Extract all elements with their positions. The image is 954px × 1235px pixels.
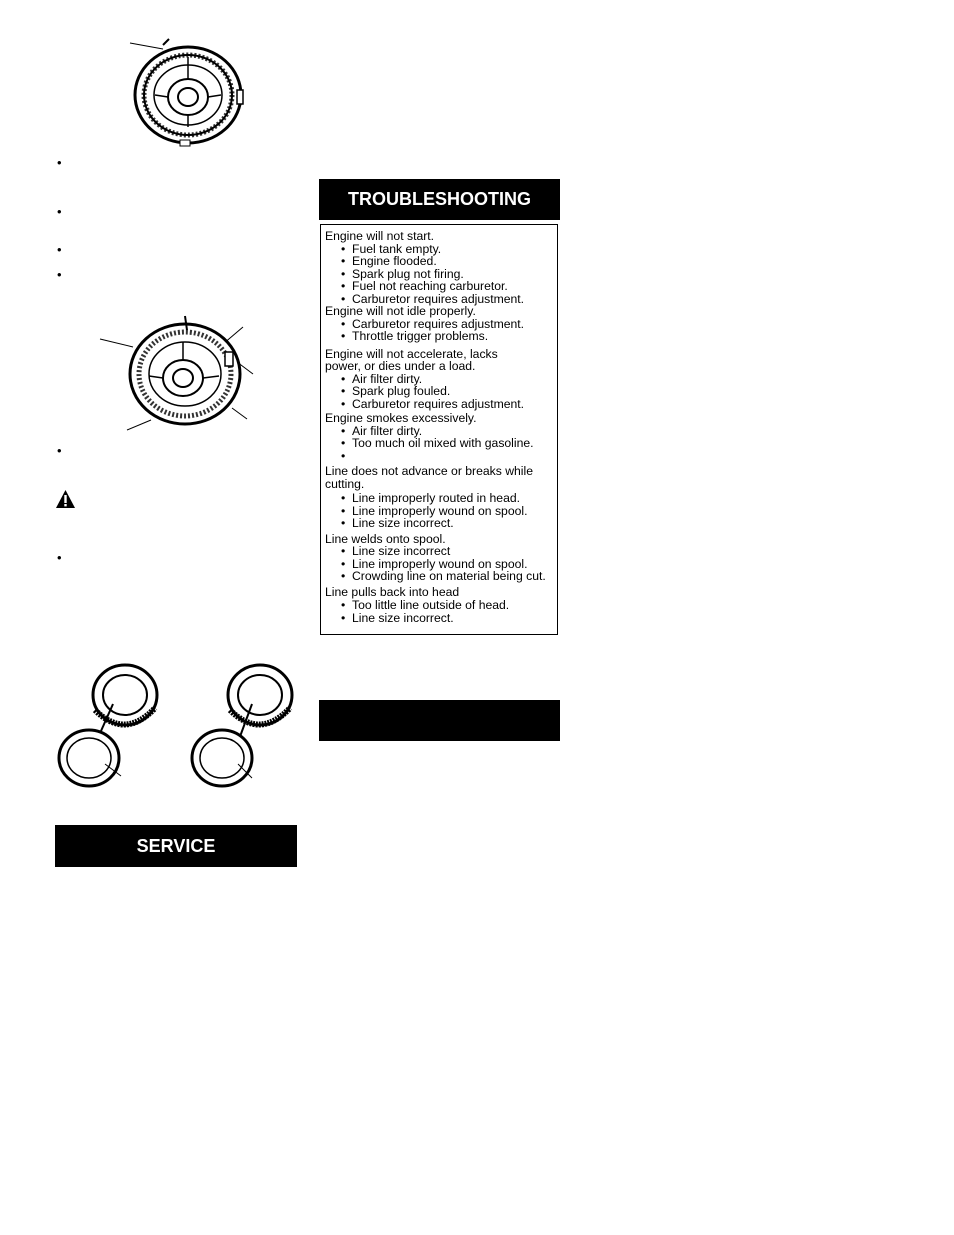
trimmer-head-figure-top <box>125 35 255 150</box>
problem-heading: Line does not advance or breaks while cutting. <box>325 464 533 491</box>
spool-figure-right <box>190 660 300 790</box>
cause-item: • Too little line outside of head. <box>341 599 554 612</box>
problem-heading: Engine will not accelerate, lacks power, or dies under a load. <box>325 346 498 373</box>
cause-item: • Fuel not reaching carburetor. <box>341 280 554 293</box>
bullet-6: • <box>57 550 62 565</box>
troubleshooting-table <box>320 224 558 635</box>
bullet-2: • <box>57 204 62 219</box>
cause-item: • Air filter dirty. <box>341 425 554 438</box>
cause-item: • Line improperly wound on spool. <box>341 558 554 571</box>
cause-item: • Throttle trigger problems. <box>341 330 554 343</box>
problem-group <box>325 465 554 530</box>
warning-triangle-icon <box>55 489 76 509</box>
bullet-5: • <box>57 443 62 458</box>
bullet-4: • <box>57 267 62 282</box>
blank-section-banner <box>319 700 560 741</box>
cause-item: • Fuel tank empty. <box>341 243 554 256</box>
troubleshooting-heading: TROUBLESHOOTING <box>319 179 560 220</box>
cause-item: • Too much oil mixed with gasoline. <box>341 437 554 450</box>
cause-item: • Engine flooded. <box>341 255 554 268</box>
problem-heading: Line welds onto spool. <box>325 531 446 546</box>
cause-item: • Line size incorrect. <box>341 517 554 530</box>
cause-item: • Line size incorrect <box>341 545 554 558</box>
cause-item: • Spark plug not firing. <box>341 268 554 281</box>
problem-group <box>325 412 554 462</box>
cause-item: • Line improperly routed in head. <box>341 492 554 505</box>
problem-heading: Engine smokes excessively. <box>325 411 477 425</box>
cause-item: • Spark plug fouled. <box>341 385 554 398</box>
problem-heading: Line pulls back into head <box>325 584 460 599</box>
cause-item: • Line improperly wound on spool. <box>341 505 554 518</box>
service-heading: SERVICE <box>55 825 297 867</box>
cause-item <box>341 450 554 463</box>
problem-group <box>325 586 554 625</box>
problem-group <box>325 230 554 305</box>
cause-item: • Carburetor requires adjustment. <box>341 318 554 331</box>
trimmer-head-figure-middle <box>95 312 260 432</box>
problem-heading: Engine will not idle properly. <box>325 304 476 318</box>
bullet-1: • <box>57 155 62 170</box>
cause-item: • Carburetor requires adjustment. <box>341 398 554 411</box>
bullet-3: • <box>57 242 62 257</box>
cause-item: • Line size incorrect. <box>341 612 554 625</box>
cause-item: • Air filter dirty. <box>341 373 554 386</box>
cause-item: • Crowding line on material being cut. <box>341 570 554 583</box>
cause-item: • Carburetor requires adjustment. <box>341 293 554 306</box>
problem-heading: Engine will not start. <box>325 229 435 243</box>
problem-group <box>325 305 554 343</box>
problem-group <box>325 533 554 583</box>
spool-figure-left <box>55 660 165 790</box>
problem-group <box>325 348 554 411</box>
